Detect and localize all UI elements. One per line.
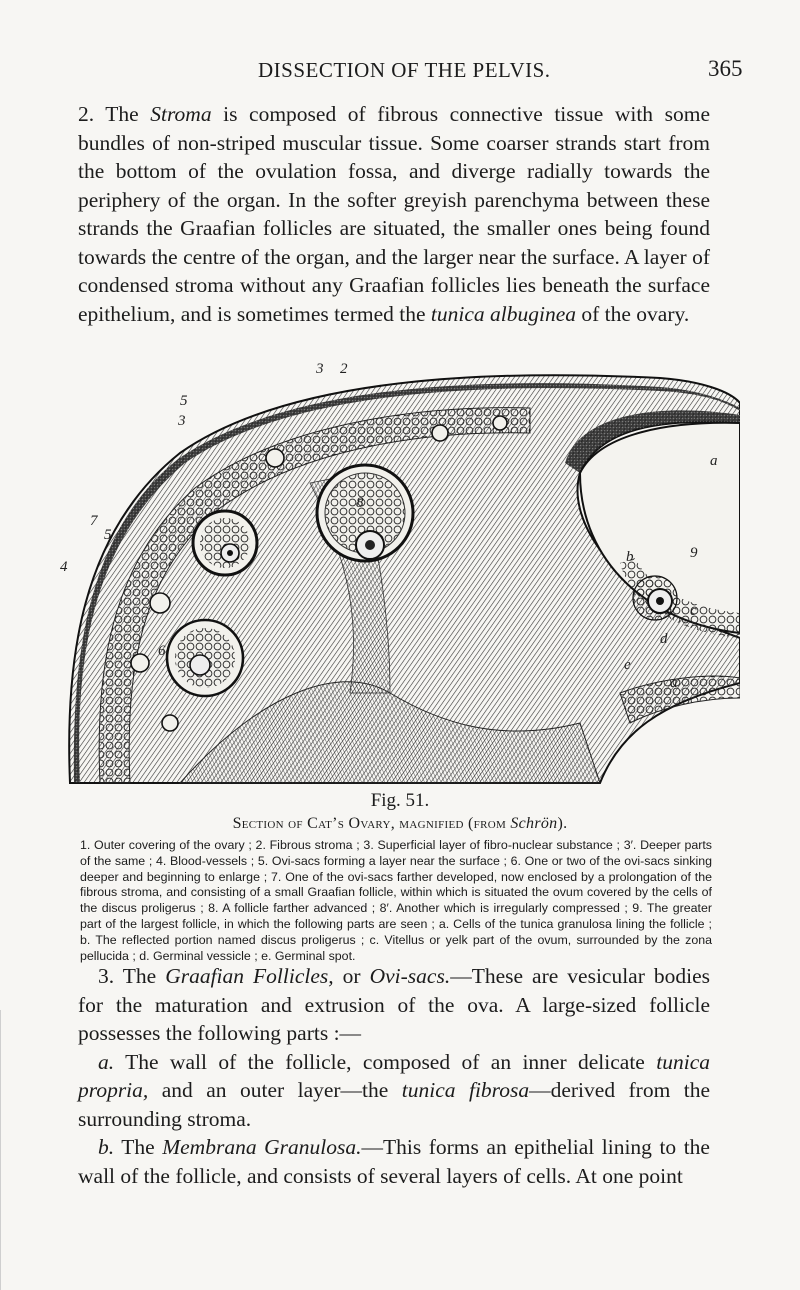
figure-label: 7 xyxy=(90,513,98,529)
item-a-text-2: and an outer layer—the xyxy=(161,1078,389,1102)
item-a-label: a. xyxy=(98,1049,115,1074)
figure-label: d xyxy=(660,631,668,647)
para-text: —These are vesicular bodies for the maturation and extrusion of the ova. A large-sized follicle possesses the following parts :— xyxy=(78,964,711,1045)
item-a-text: The wall of the follicle, composed of an inner delicate xyxy=(125,1049,645,1074)
page-header xyxy=(0,52,800,86)
item-b-text: The xyxy=(121,1135,155,1159)
figure-label: 4 xyxy=(60,559,68,575)
paragraph-stroma: 2. The Stroma is composed of fibrous connective tissue with some bundles of non-striped muscular tissue. Some coarser strands start from the bottom of the ovulation fossa, and diverge radially towards the periphery of the organ. In the softer greyish parenchyma between these strands the Graafian follicles are situated, the smaller ones being found towards the centre of the organ, and the larger near the surface. A layer of condensed stroma without any Graafian follicles lies beneath the surface epithelium, and is sometimes termed the tunica albuginea of the ovary. xyxy=(78,102,710,326)
para-text: is composed of fibrous connective tissue with some bundles of non-striped muscular tissue. Some coarser strands start from the bottom of the ovulation fossa, and diverge radially towards the periphery of the organ. In the softer greyish parenchyma between these strands the Graafian follicles are situated, the smaller ones being found towards the centre of the organ, and the larger near the surface. A layer of condensed stroma without any Graafian follicles lies beneath the surface epithelium, and is sometimes termed the xyxy=(78,102,710,326)
item-a xyxy=(78,1048,710,1134)
item-a-text-3: —derived from the surrounding stroma. xyxy=(78,1078,711,1131)
para-or: or xyxy=(342,964,361,988)
term-graafian-follicles: Graafian Follicles, xyxy=(165,964,334,988)
paragraph-graafian xyxy=(78,962,710,1190)
binding-edge xyxy=(0,1010,9,1290)
figure-label: 3 xyxy=(178,413,186,429)
term-membrana-granulosa: Membrana Granulosa. xyxy=(162,1135,362,1159)
page-number: 365 xyxy=(708,56,743,81)
ovary-engraving xyxy=(60,363,740,788)
figure-label: a xyxy=(670,675,678,691)
figure-label: a xyxy=(710,453,718,469)
term-ovi-sacs: Ovi-sacs. xyxy=(369,964,451,988)
figure-label: 5 xyxy=(104,527,112,543)
figure-legend xyxy=(80,838,712,964)
figure-label: 2 xyxy=(340,361,348,377)
figure-subtitle-text: Section of Cat’s Ovary, magnified (from xyxy=(232,815,507,832)
para-text-end: of the ovary. xyxy=(581,301,690,326)
figure-label: 6 xyxy=(158,643,166,659)
figure-label: b xyxy=(626,549,634,565)
para-number: 3. The xyxy=(98,964,157,988)
figure-ovary-section xyxy=(60,363,740,788)
term-stroma: Stroma xyxy=(150,102,212,126)
figure-subtitle xyxy=(0,815,800,833)
item-b-text-2: —This forms an epithelial lining to the wall of the follicle, and consists of several layers of cells. At one point xyxy=(78,1135,710,1188)
item-b xyxy=(78,1133,710,1190)
term-tunica-albuginea: tunica albuginea xyxy=(430,301,576,326)
figure-subtitle-author: Schrön xyxy=(510,815,558,832)
figure-label: 5 xyxy=(180,393,188,409)
figure-legend-text: 1. Outer covering of the ovary ; 2. Fibrous stroma ; 3. Superficial layer of fibro-nuclear substance ; 3′. Deeper parts of the same ; 4. Blood-vessels ; 5. Ovi-sacs forming a layer near the surface ; 6. One or two of the ovi-sacs sinking deeper and beginning to enlarge ; 7. One of the ovi-sacs farther developed, now enclosed by a prolongation of the fibrous stroma, and consisting of a small Graafian follicle, within which is situated the ovum covered by the cells of the discus proligerus ; 8. A follicle farther advanced ; 8′. Another which is irregularly compressed ; 9. The greater part of the largest follicle, in which the following parts are seen ; a. Cells of the tunica granulosa lining the follicle ; b. The reflected portion named discus proligerus ; c. Vitellus or yelk part of the ovum, surrounded by the zona pellucida ; d. Germinal vessicle ; e. Germinal spot. xyxy=(80,838,712,963)
term-tunica-propria: tunica propria, xyxy=(78,1049,710,1102)
term-tunica-fibrosa: tunica fibrosa xyxy=(401,1078,530,1102)
item-b-label: b. xyxy=(98,1135,115,1159)
figure-label: c xyxy=(690,603,697,619)
figure-label: 8 xyxy=(356,495,364,511)
figure-title: Fig. 51. xyxy=(370,790,430,811)
figure-subtitle-end: ). xyxy=(557,815,568,832)
running-head: DISSECTION OF THE PELVIS. xyxy=(258,58,551,82)
para-number: 2. xyxy=(78,102,95,126)
figure-label: 9 xyxy=(690,545,698,561)
figure-label: e xyxy=(624,657,631,673)
figure-label: 3 xyxy=(316,361,324,377)
